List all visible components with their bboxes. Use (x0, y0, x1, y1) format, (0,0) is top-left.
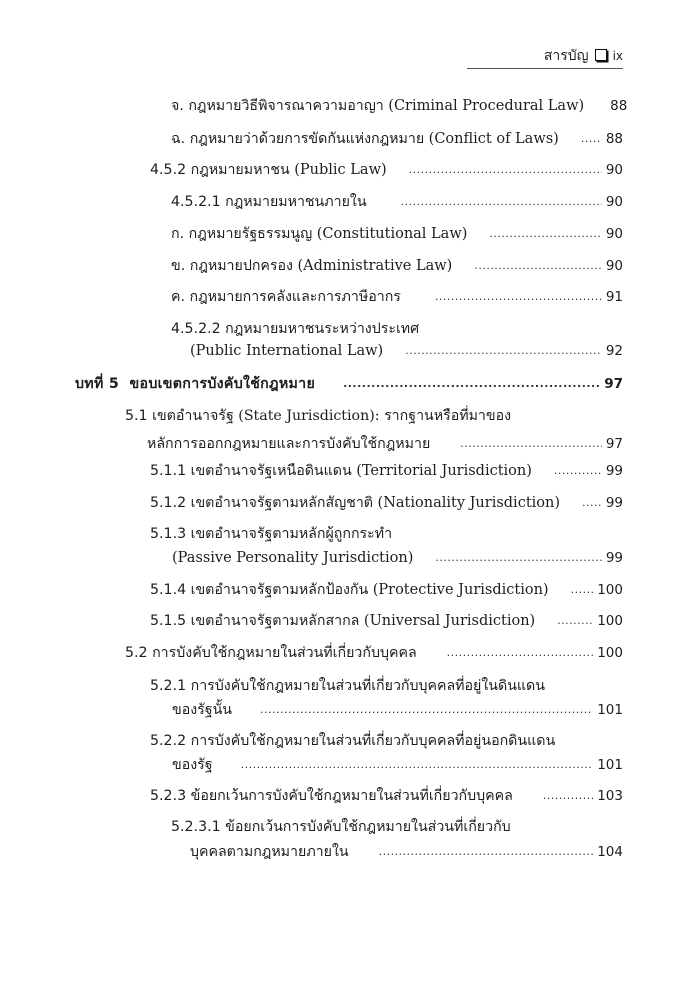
dot-leader (405, 341, 602, 361)
toc-chapter-entry[interactable] (75, 374, 623, 399)
toc-entry-continuation: หลักการออกกฎหมายและการบังคับใช้กฎหมาย (147, 436, 431, 452)
chapter-label: บทที่ 5 ขอบเขตการบังคับใช้กฎหมาย (75, 376, 316, 392)
toc-entry-label: 5.2.2 การบังคับใช้กฎหมายในส่วนที่เกี่ยวกับบุคคลที่อยู่นอกดินแดน (150, 733, 556, 749)
section-title: สารบัญ (543, 48, 589, 64)
toc-entry-label: จ. กฎหมายวิธีพิจารณาความอาญา (Criminal Procedural Law) (171, 98, 585, 114)
toc-page-number: 99 (605, 495, 623, 511)
dot-leader (581, 129, 602, 149)
toc-entry[interactable] (171, 224, 623, 249)
toc-entry-label: ฉ. กฎหมายว่าด้วยการขัดกันแห่งกฎหมาย (Conflict of Laws) (171, 131, 559, 147)
toc-entry-label: 5.2.3 ข้อยกเว้นการบังคับใช้กฎหมายในส่วนที่เกี่ยวกับบุคคล (150, 788, 513, 804)
toc-entry-label: 5.1.2 เขตอำนาจรัฐตามหลักสัญชาติ (Nationality Jurisdiction) (150, 495, 561, 511)
dot-leader (557, 611, 593, 631)
toc-page-number: 101 (597, 757, 623, 773)
page-header (467, 46, 623, 69)
toc-entry-label: 4.5.2 กฎหมายมหาชน (Public Law) (150, 162, 387, 178)
toc-page-number: 103 (597, 788, 623, 804)
toc-page-number: 90 (605, 258, 623, 274)
dot-leader (489, 224, 601, 244)
toc-page-number: 88 (610, 98, 628, 114)
dot-leader (343, 374, 600, 394)
dot-leader (460, 434, 602, 454)
toc-entry-continuation: บุคคลตามกฎหมายภายใน (190, 844, 349, 860)
dot-leader (409, 160, 602, 180)
toc-entry[interactable] (171, 256, 623, 281)
toc-entry-label: ค. กฎหมายการคลังและการภาษีอากร (171, 289, 401, 305)
toc-entry-label: 5.1.3 เขตอำนาจรัฐตามหลักผู้ถูกกระทำ (150, 526, 393, 542)
dot-leader (435, 548, 601, 568)
toc-entry-label: 5.1.5 เขตอำนาจรัฐตามหลักสากล (Universal Jurisdiction) (150, 613, 536, 629)
toc-page-number: 99 (605, 550, 623, 566)
toc-page-number: 88 (605, 131, 623, 147)
dot-leader (554, 461, 602, 481)
toc-page-number: 101 (597, 702, 623, 718)
toc-entry[interactable] (150, 524, 623, 573)
toc-page-number: 90 (605, 194, 623, 210)
toc-page-number: 100 (597, 582, 623, 598)
dot-leader (447, 643, 594, 663)
toc-entry[interactable] (150, 461, 623, 486)
toc-entry-label: 5.1.4 เขตอำนาจรัฐตามหลักป้องกัน (Protective Jurisdiction) (150, 582, 549, 598)
dot-leader (260, 700, 593, 720)
dot-leader (241, 755, 594, 775)
toc-entry[interactable] (171, 319, 623, 366)
toc-page-number: 104 (597, 844, 623, 860)
toc-entry[interactable] (125, 406, 623, 459)
dot-leader (571, 580, 594, 600)
toc-entry[interactable] (171, 287, 623, 312)
toc-entry[interactable] (150, 611, 623, 636)
toc-entry[interactable] (125, 643, 623, 668)
toc-page-number: 97 (604, 376, 623, 392)
toc-entry[interactable] (171, 817, 623, 867)
toc-entry[interactable] (171, 192, 623, 217)
toc-page-number: 97 (605, 436, 623, 452)
toc-entry-label: 5.1 เขตอำนาจรัฐ (State Jurisdiction): รากฐานหรือที่มาของ (125, 408, 512, 424)
dot-leader (379, 842, 594, 862)
toc-entry[interactable] (150, 731, 623, 780)
toc-entry-continuation: ของรัฐนั้น (172, 702, 232, 718)
toc-page-number: 100 (597, 613, 623, 629)
dot-leader (401, 192, 602, 212)
dot-leader (435, 287, 602, 307)
dot-leader (543, 786, 593, 806)
toc-page-number: 100 (597, 645, 623, 661)
dot-leader (582, 493, 602, 513)
toc-entry-label: ข. กฎหมายปกครอง (Administrative Law) (171, 258, 453, 274)
toc-entry-label: 5.2.1 การบังคับใช้กฎหมายในส่วนที่เกี่ยวกับบุคคลที่อยู่ในดินแดน (150, 678, 545, 694)
toc-entry[interactable] (150, 676, 623, 725)
toc-entry-label: 4.5.2.1 กฎหมายมหาชนภายใน (171, 194, 367, 210)
toc-entry[interactable] (150, 580, 623, 605)
toc-page-number: 90 (605, 162, 623, 178)
page-number: ix (612, 49, 623, 63)
toc-entry-label: 5.2.3.1 ข้อยกเว้นการบังคับใช้กฎหมายในส่วนที่เกี่ยวกับ (171, 819, 511, 835)
toc-entry-label: 4.5.2.2 กฎหมายมหาชนระหว่างประเทศ (171, 321, 420, 337)
toc-entry-label: 5.2 การบังคับใช้กฎหมายในส่วนที่เกี่ยวกับบุคคล (125, 645, 417, 661)
toc-entry-label: 5.1.1 เขตอำนาจรัฐเหนือดินแดน (Territorial Jurisdiction) (150, 463, 532, 479)
toc-entry[interactable] (150, 160, 623, 185)
square-box-icon (595, 49, 607, 61)
toc-entry[interactable] (150, 493, 623, 518)
toc-page-number: 99 (605, 463, 623, 479)
toc-page-number: 91 (605, 289, 623, 305)
toc-entry-continuation: ของรัฐ (172, 757, 213, 773)
dot-leader (474, 256, 601, 276)
toc-entry[interactable] (150, 786, 623, 811)
toc-entry-continuation: (Passive Personality Jurisdiction) (172, 550, 414, 566)
toc-entry[interactable] (171, 96, 628, 121)
toc-entry-label: ก. กฎหมายรัฐธรรมนูญ (Constitutional Law) (171, 226, 468, 242)
toc-entry[interactable] (171, 129, 623, 154)
toc-page-number: 90 (605, 226, 623, 242)
toc-page-number: 92 (605, 343, 623, 359)
toc-entry-continuation: (Public International Law) (190, 343, 384, 359)
